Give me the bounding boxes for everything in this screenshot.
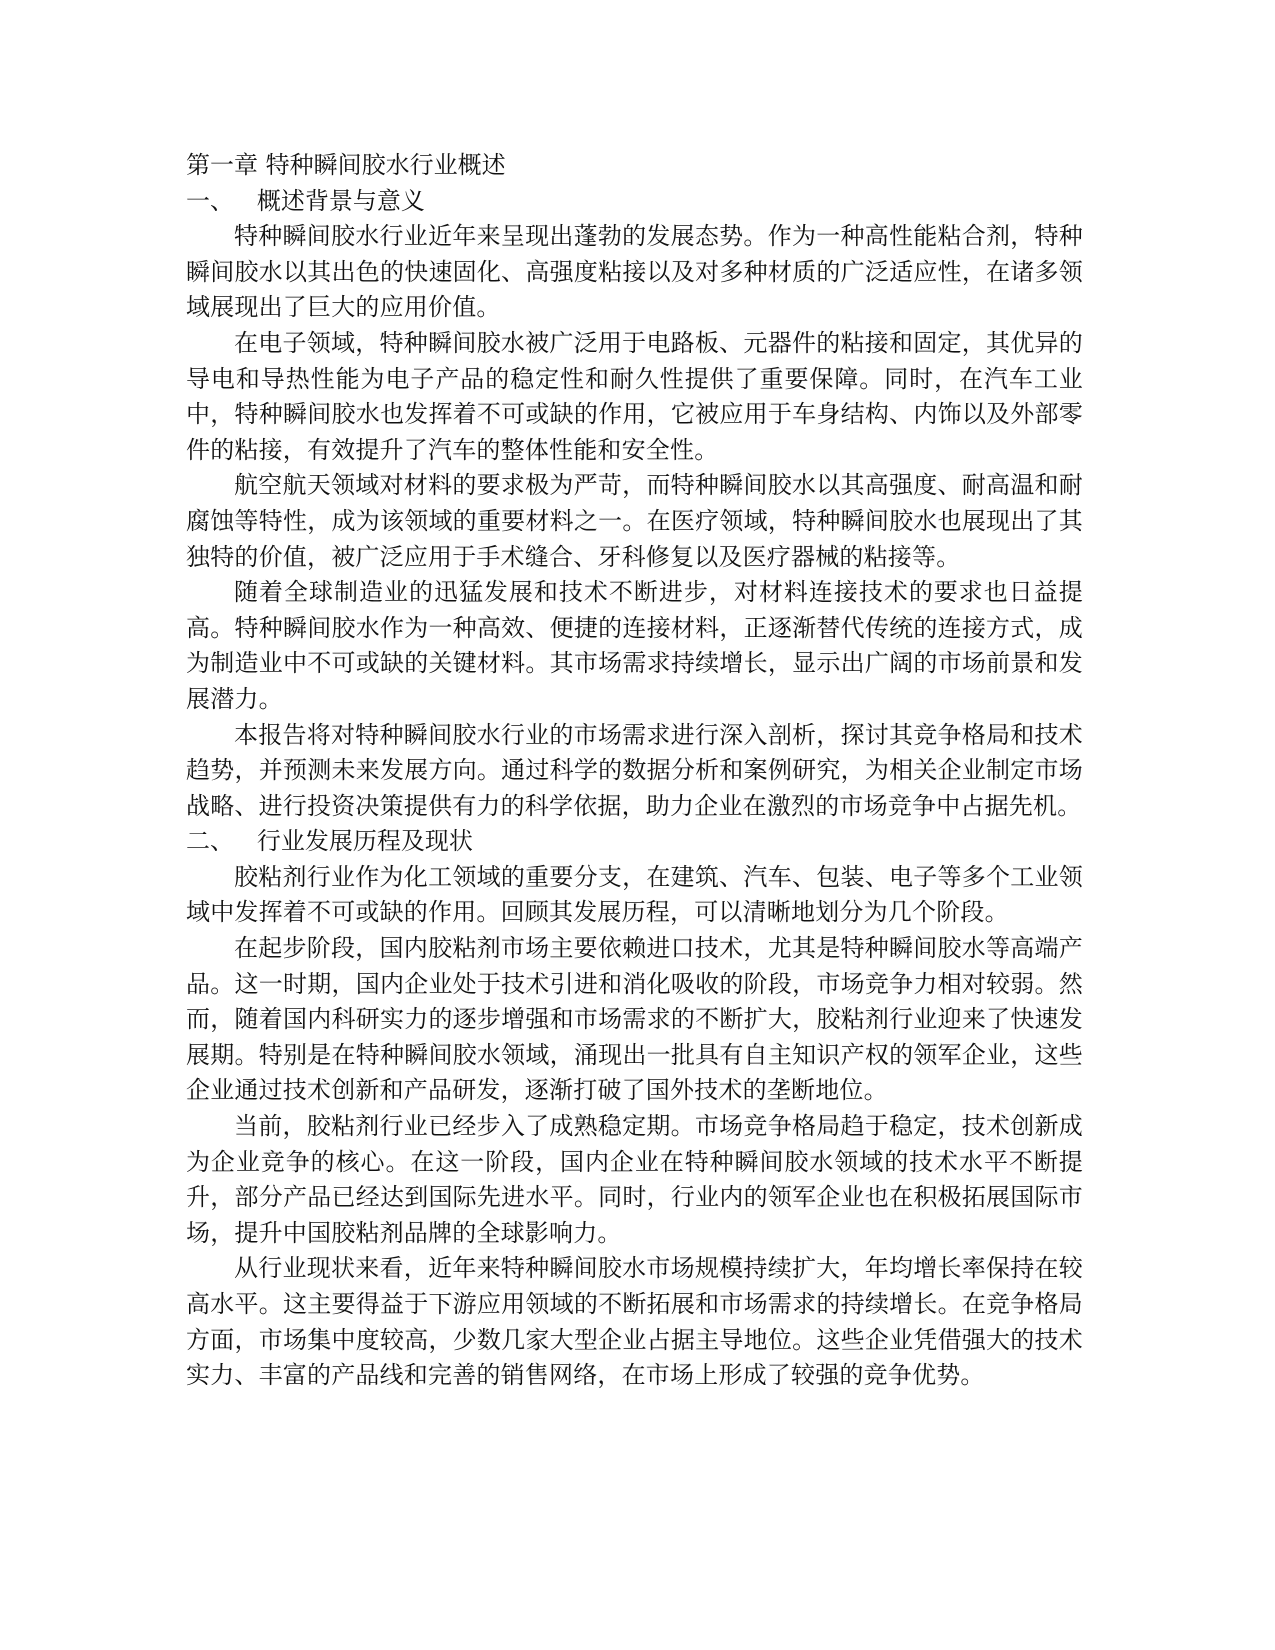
section-heading: 二、 行业发展历程及现状 [186,827,473,856]
paragraph: 航空航天领域对材料的要求极为严苛，而特种瞬间胶水以其高强度、耐高温和耐腐蚀等特性，成为该领域的重要材料之一。在医疗领域，特种瞬间胶水也展现出了其独特的价值，被广泛应用于手术缝合、牙科修复以及医疗器械的粘接等。 [186,471,1083,571]
section-history [186,824,1083,1394]
chapter-title: 第一章 特种瞬间胶水行业概述 [186,151,506,179]
paragraph: 随着全球制造业的迅猛发展和技术不断进步，对材料连接技术的要求也日益提高。特种瞬间胶水作为一种高效、便捷的连接材料，正逐渐替代传统的连接方式，成为制造业中不可或缺的关键材料。其市场需求持续增长，显示出广阔的市场前景和发展潜力。 [186,578,1083,713]
paragraph: 在电子领域，特种瞬间胶水被广泛用于电路板、元器件的粘接和固定，其优异的导电和导热性能为电子产品的稳定性和耐久性提供了重要保障。同时，在汽车工业中，特种瞬间胶水也发挥着不可或缺的作用，它被应用于车身结构、内饰以及外部零件的粘接，有效提升了汽车的整体性能和安全性。 [186,328,1083,464]
paragraph: 在起步阶段，国内胶粘剂市场主要依赖进口技术，尤其是特种瞬间胶水等高端产品。这一时期，国内企业处于技术引进和消化吸收的阶段，市场竞争力相对较弱。然而，随着国内科研实力的逐步增强和市场需求的不断扩大，胶粘剂行业迎来了快速发展期。特别是在特种瞬间胶水领域，涌现出一批具有自主知识产权的领军企业，这些企业通过技术创新和产品研发，逐渐打破了国外技术的垄断地位。 [186,934,1083,1105]
paragraph: 当前，胶粘剂行业已经步入了成熟稳定期。市场竞争格局趋于稳定，技术创新成为企业竞争的核心。在这一阶段，国内企业在特种瞬间胶水领域的技术水平不断提升，部分产品已经达到国际先进水平。同时，行业内的领军企业也在积极拓展国际市场，提升中国胶粘剂品牌的全球影响力。 [186,1112,1083,1247]
document-page [186,148,1083,1394]
section-background [186,184,1083,825]
paragraph: 胶粘剂行业作为化工领域的重要分支，在建筑、汽车、包装、电子等多个工业领域中发挥着不可或缺的作用。回顾其发展历程，可以清晰地划分为几个阶段。 [186,862,1083,927]
paragraph: 从行业现状来看，近年来特种瞬间胶水市场规模持续扩大，年均增长率保持在较高水平。这主要得益于下游应用领域的不断拓展和市场需求的持续增长。在竞争格局方面，市场集中度较高，少数几家大型企业占据主导地位。这些企业凭借强大的技术实力、丰富的产品线和完善的销售网络，在市场上形成了较强的竞争优势。 [186,1254,1083,1390]
paragraph: 特种瞬间胶水行业近年来呈现出蓬勃的发展态势。作为一种高性能粘合剂，特种瞬间胶水以其出色的快速固化、高强度粘接以及对多种材质的广泛适应性，在诸多领域展现出了巨大的应用价值。 [186,222,1083,322]
paragraph: 本报告将对特种瞬间胶水行业的市场需求进行深入剖析，探讨其竞争格局和技术趋势，并预测未来发展方向。通过科学的数据分析和案例研究，为相关企业制定市场战略、进行投资决策提供有力的科学依据，助力企业在激烈的市场竞争中占据先机。 [186,720,1083,820]
section-heading: 一、 概述背景与意义 [186,186,425,215]
